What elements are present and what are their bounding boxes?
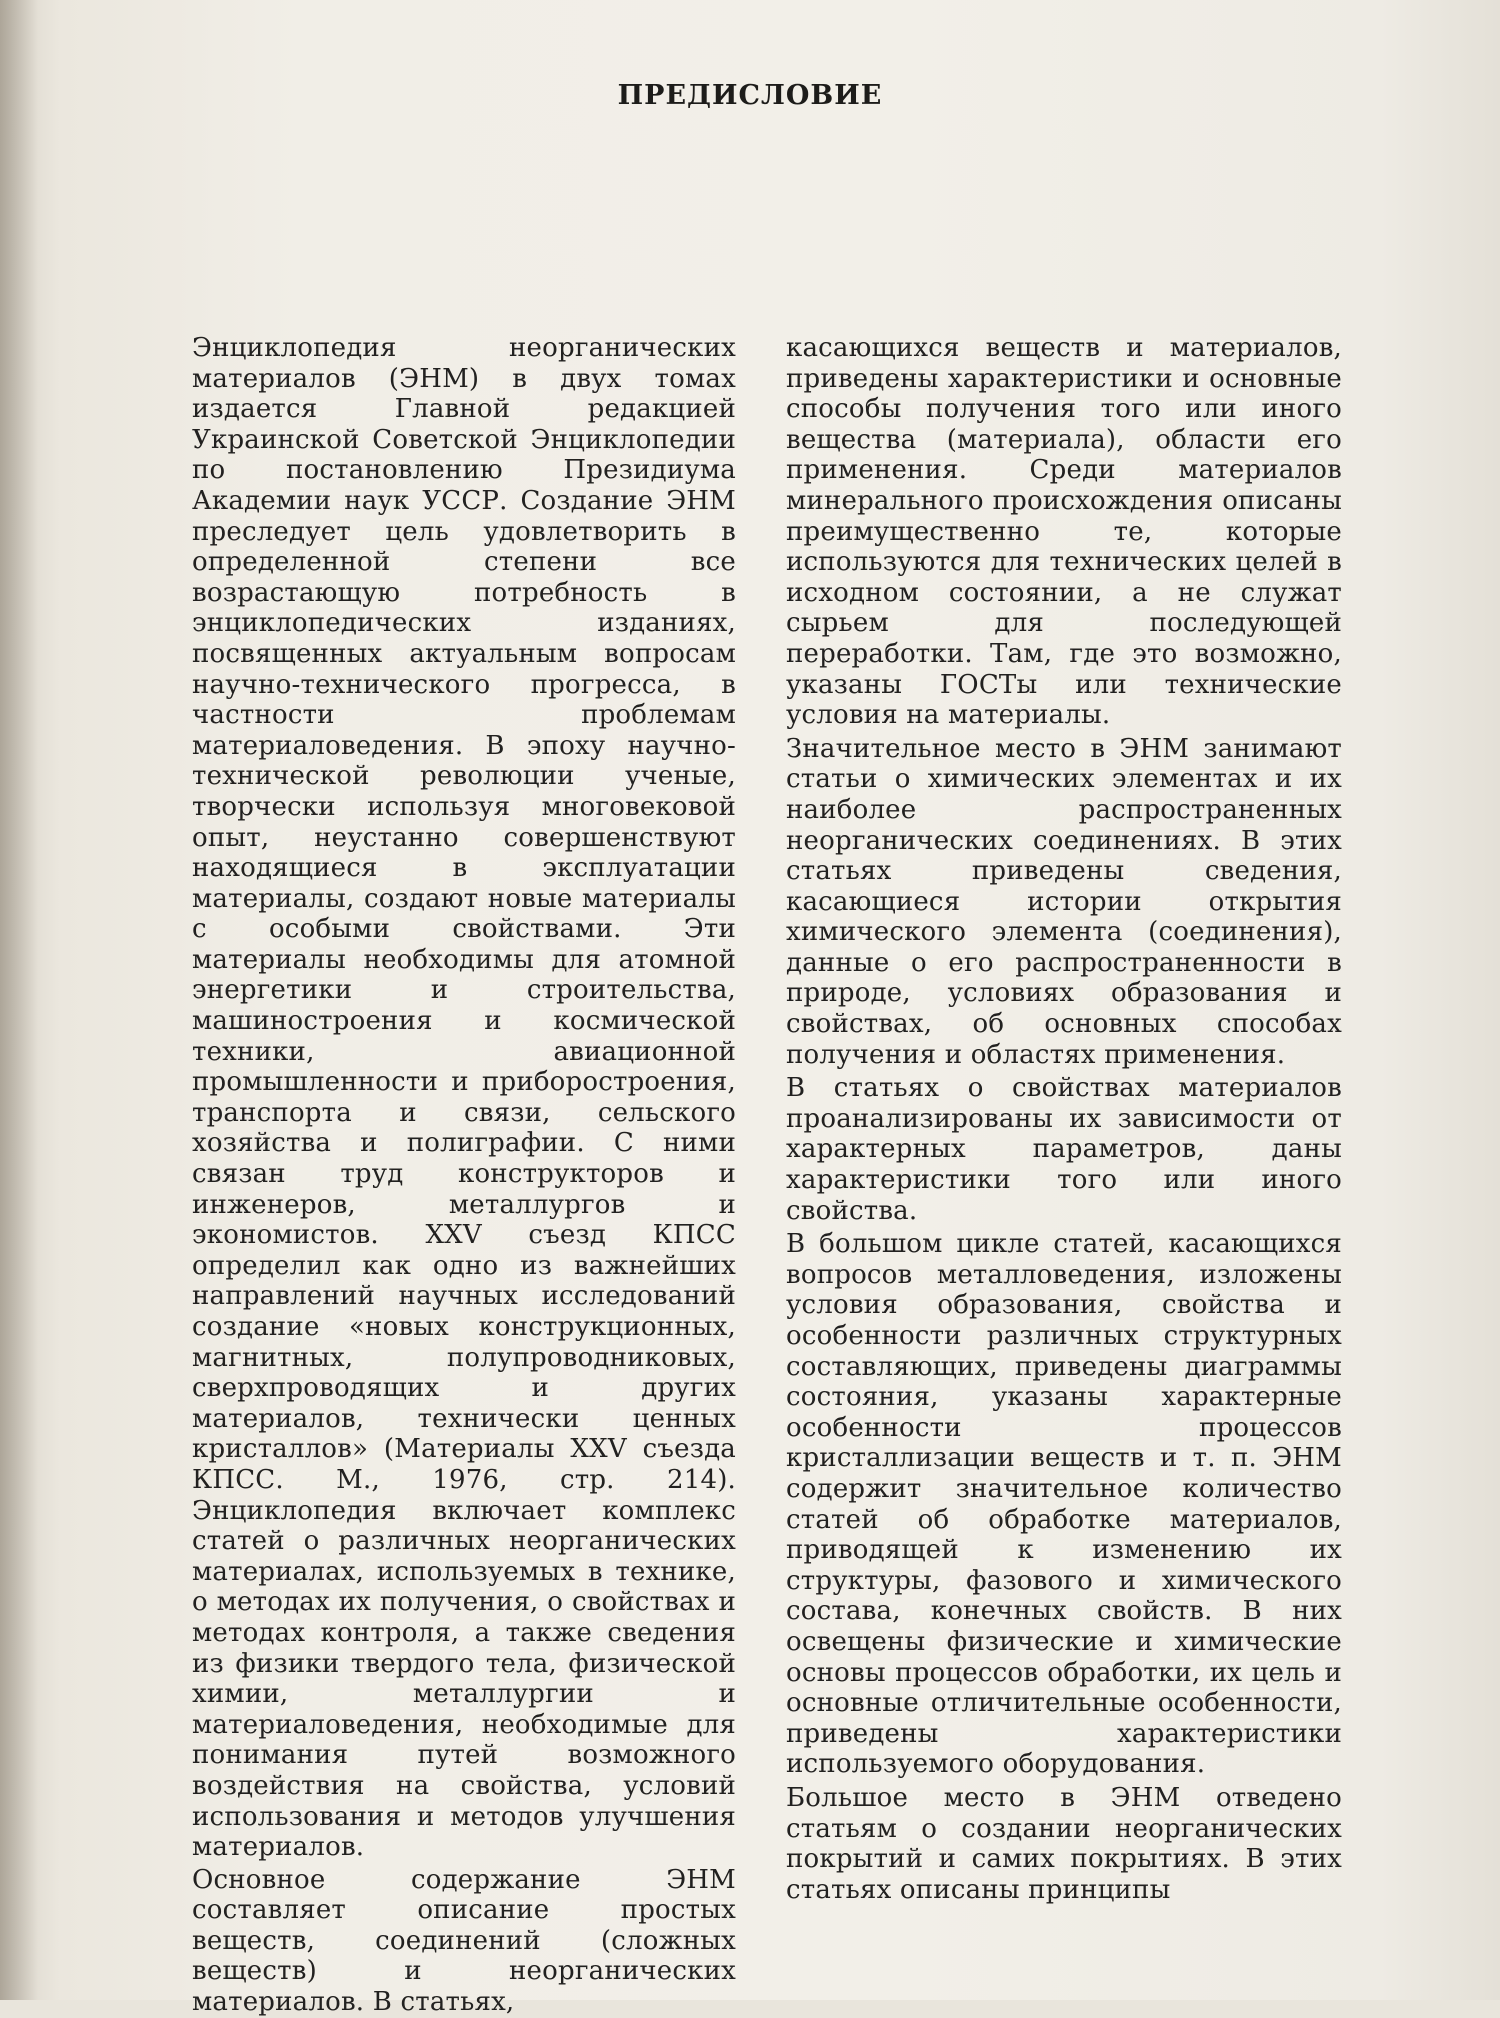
paragraph: В большом цикле статей, касающихся вопросов металловедения, изложены условия образования, свойства и особенности различных структурных составляющих, приведены диаграммы состояния, указаны характерные особенности процессов кристаллизации веществ и т. п. ЭНМ содержит значительное количество статей об обработке материалов, приводящей к изменению их структуры, фазового и химического состава, конечных свойств. В них освещены физические и химические основы процессов обработки, их цель и основные отличительные особенности, приведены характеристики используемого оборудования. bbox=[786, 1229, 1342, 1780]
paragraph: Энциклопедия неорганических материалов (ЭНМ) в двух томах издается Главной редакцией Украинской Советской Энциклопедии по постановлению Президиума Академии наук УССР. Создание ЭНМ преследует цель удовлетворить в определенной степени все возрастающую потребность в энциклопедических изданиях, посвященных актуальным вопросам научно-технического прогресса, в частности проблемам материаловедения. В эпоху научно-технической революции ученые, творчески используя многовековой опыт, неустанно совершенствуют находящиеся в эксплуатации материалы, создают новые материалы с особыми свойствами. Эти материалы необходимы для атомной энергетики и строительства, машиностроения и космической техники, авиационной промышленности и приборостроения, транспорта и связи, сельского хозяйства и полиграфии. С ними связан труд конструкторов и инженеров, металлургов и экономистов. XXV съезд КПСС определил как одно из важнейших направлений научных исследований создание «новых конструкционных, магнитных, полупроводниковых, сверхпроводящих и других материалов, технически ценных кристаллов» (Материалы XXV съезда КПСС. М., 1976, стр. 214). Энциклопедия включает комплекс статей о различных неорганических материалах, используемых в технике, о методах их получения, о свойствах и методах контроля, а также сведения из физики твердого тела, физической химии, металлургии и материаловедения, необходимые для понимания путей возможного воздействия на свойства, условий использования и методов улучшения материалов. bbox=[192, 333, 736, 1863]
paragraph: касающихся веществ и материалов, приведены характеристики и основные способы получения того или иного вещества (материала), области его применения. Среди материалов минерального происхождения описаны преимущественно те, которые используются для технических целей в исходном состоянии, а не служат сырьем для последующей переработки. Там, где это возможно, указаны ГОСТы или технические условия на материалы. bbox=[786, 333, 1342, 731]
right-text-column bbox=[786, 333, 1342, 1905]
paragraph: В статьях о свойствах материалов проанализированы их зависимости от характерных параметров, даны характеристики того или иного свойства. bbox=[786, 1073, 1342, 1226]
page-title: ПРЕДИСЛОВИЕ bbox=[617, 80, 883, 112]
left-text-column bbox=[192, 333, 736, 2018]
paragraph: Большое место в ЭНМ отведено статьям о создании неорганических покрытий и самих покрытиях. В этих статьях описаны принципы bbox=[786, 1782, 1342, 1905]
paragraph: Значительное место в ЭНМ занимают статьи о химических элементах и их наиболее распространенных неорганических соединениях. В этих статьях приведены сведения, касающиеся истории открытия химического элемента (соединения), данные о его распространенности в природе, условиях образования и свойствах, об основных способах получения и областях применения. bbox=[786, 733, 1342, 1070]
paragraph: Основное содержание ЭНМ составляет описание простых веществ, соединений (сложных веществ) и неорганических материалов. В статьях, bbox=[192, 1864, 736, 2018]
binding-shadow bbox=[0, 0, 38, 2000]
